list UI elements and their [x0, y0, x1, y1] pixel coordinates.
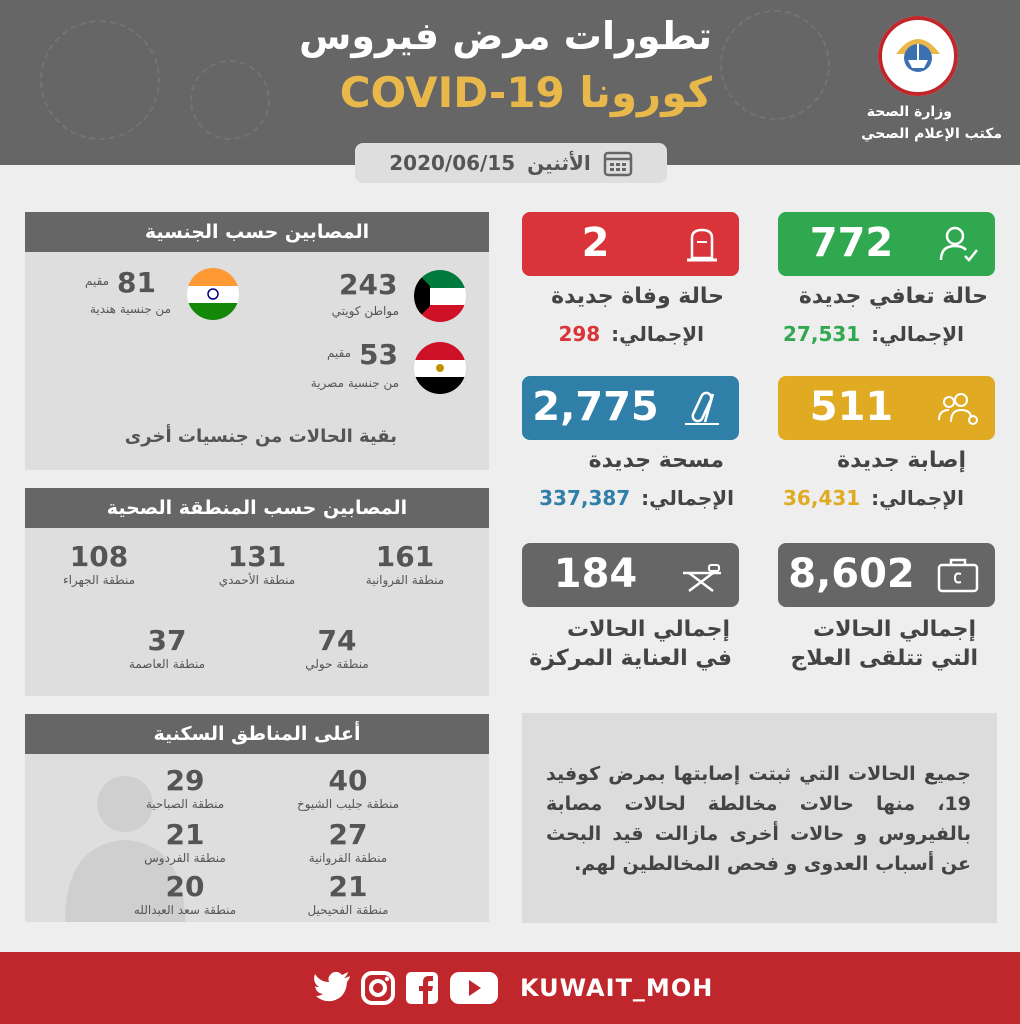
deaths-label: حالة وفاة جديدة	[551, 284, 724, 309]
treatment-card	[778, 543, 995, 607]
residential-item	[273, 870, 423, 917]
regions-panel	[25, 488, 489, 696]
deaths-total-row	[558, 322, 704, 346]
title-line1: تطورات مرض فيروس	[298, 14, 712, 58]
recovered-total: 27,531	[783, 322, 861, 346]
infections-label: إصابة جديدة	[837, 448, 966, 473]
residential-item	[273, 818, 423, 865]
residential-item	[115, 764, 255, 811]
region-label: منطقة الجهراء	[62, 573, 136, 587]
residential-label: منطقة سعد العبدالله	[133, 903, 237, 917]
residential-value: 21	[165, 818, 205, 851]
swabs-label: مسحة جديدة	[588, 448, 724, 473]
date-day: الأثنين	[527, 151, 591, 175]
region-label: منطقة حولي	[305, 657, 369, 671]
instagram-icon[interactable]	[360, 970, 396, 1006]
region-label: منطقة الأحمدي	[218, 573, 296, 587]
calendar-icon	[603, 149, 633, 177]
region-value: 37	[147, 624, 187, 657]
office-name: مكتب الإعلام الصحي	[861, 126, 1002, 142]
residential-value: 27	[328, 818, 368, 851]
india-flag	[187, 268, 239, 320]
regions-title: المصابين حسب المنطقة الصحية	[25, 488, 489, 528]
indian-value: 81	[117, 266, 156, 299]
test-tube-icon	[679, 388, 725, 428]
residential-panel	[25, 714, 489, 922]
residential-value: 40	[328, 764, 368, 797]
twitter-icon[interactable]	[312, 970, 352, 1006]
treatment-value: 8,602	[788, 551, 915, 597]
egyptian-prefix: مقيم	[327, 346, 352, 360]
region-value: 108	[69, 540, 129, 573]
recovered-label: حالة تعافي جديدة	[798, 284, 988, 309]
recovered-card	[778, 212, 995, 276]
kuwait-flag	[414, 270, 466, 322]
others-note: بقية الحالات من جنسيات أخرى	[124, 426, 397, 447]
indian-label: من جنسية هندية	[89, 302, 171, 316]
swabs-total-row	[539, 486, 734, 510]
recovered-value: 772	[809, 220, 894, 266]
facebook-icon[interactable]	[404, 970, 440, 1006]
treatment-label-2: التي تتلقى العلاج	[790, 646, 978, 671]
icu-label-2: في العناية المركزة	[529, 646, 732, 671]
residential-label: منطقة الفردوس	[144, 851, 226, 865]
residential-value: 20	[165, 870, 205, 903]
date-value: 2020/06/15	[389, 151, 516, 175]
region-item	[39, 540, 159, 587]
header-banner	[0, 0, 1020, 165]
deaths-value: 2	[581, 220, 610, 266]
region-item	[107, 624, 227, 671]
infections-total: 36,431	[783, 486, 861, 510]
title-line2: كورونا COVID-19	[339, 68, 712, 117]
kuwaiti-label: مواطن كويتي	[331, 304, 399, 318]
nationality-title: المصابين حسب الجنسية	[25, 212, 489, 252]
residential-item	[115, 818, 255, 865]
footer-bar	[0, 952, 1020, 1024]
residential-value: 29	[165, 764, 205, 797]
youtube-icon[interactable]	[448, 970, 500, 1006]
residential-value: 21	[328, 870, 368, 903]
icu-label-1: إجمالي الحالات	[567, 617, 730, 642]
treatment-label-1: إجمالي الحالات	[813, 617, 976, 642]
residential-label: منطقة الصباحية	[145, 797, 225, 811]
medical-bag-icon	[935, 555, 981, 595]
virus-decoration	[190, 60, 270, 140]
social-handle[interactable]: KUWAIT_MOH	[520, 974, 714, 1002]
virus-decoration	[720, 10, 830, 120]
date-pill	[355, 143, 667, 183]
user-check-icon	[935, 224, 981, 264]
residential-label: منطقة جليب الشيوخ	[296, 797, 400, 811]
nationality-panel	[25, 212, 489, 470]
group-icon	[935, 388, 981, 428]
virus-decoration	[40, 20, 160, 140]
residential-item	[273, 764, 423, 811]
region-value: 161	[375, 540, 435, 573]
residential-label: منطقة الفروانية	[308, 851, 388, 865]
deaths-total: 298	[558, 322, 601, 346]
info-note-text: جميع الحالات التي ثبتت إصابتها بمرض كوفيد 19، منها حالات مخالطة لحالات مصابة بالفيروس و حالات أخرى مازالت قيد البحث عن أسباب العدوى و فحص المخالطين لهم.	[546, 763, 971, 875]
region-label: منطقة الفروانية	[365, 573, 445, 587]
region-item	[277, 624, 397, 671]
tombstone-icon	[679, 224, 725, 264]
info-note	[522, 713, 997, 923]
egyptian-label: من جنسية مصرية	[310, 376, 399, 390]
region-label: منطقة العاصمة	[128, 657, 206, 671]
swabs-total: 337,387	[539, 486, 631, 510]
infections-total-label: الإجمالي:	[871, 486, 964, 510]
region-item	[345, 540, 465, 587]
deaths-total-label: الإجمالي:	[611, 322, 704, 346]
residential-title: أعلى المناطق السكنية	[25, 714, 489, 754]
hospital-bed-icon	[679, 555, 725, 595]
residential-label: منطقة الفحيحيل	[307, 903, 389, 917]
swabs-card	[522, 376, 739, 440]
region-value: 131	[227, 540, 287, 573]
egyptian-value: 53	[359, 338, 398, 371]
swabs-total-label: الإجمالي:	[641, 486, 734, 510]
region-value: 74	[317, 624, 357, 657]
recovered-total-label: الإجمالي:	[871, 322, 964, 346]
region-item	[197, 540, 317, 587]
icu-value: 184	[553, 551, 638, 597]
icu-card	[522, 543, 739, 607]
indian-prefix: مقيم	[85, 274, 110, 288]
infections-total-row	[783, 486, 964, 510]
infections-card	[778, 376, 995, 440]
ministry-name: وزارة الصحة	[866, 104, 952, 120]
residential-item	[105, 870, 265, 917]
recovered-total-row	[783, 322, 964, 346]
infections-value: 511	[809, 384, 894, 430]
ministry-logo	[876, 14, 960, 98]
deaths-card	[522, 212, 739, 276]
swabs-value: 2,775	[532, 384, 659, 430]
egypt-flag	[414, 342, 466, 394]
kuwaiti-value: 243	[339, 268, 398, 301]
